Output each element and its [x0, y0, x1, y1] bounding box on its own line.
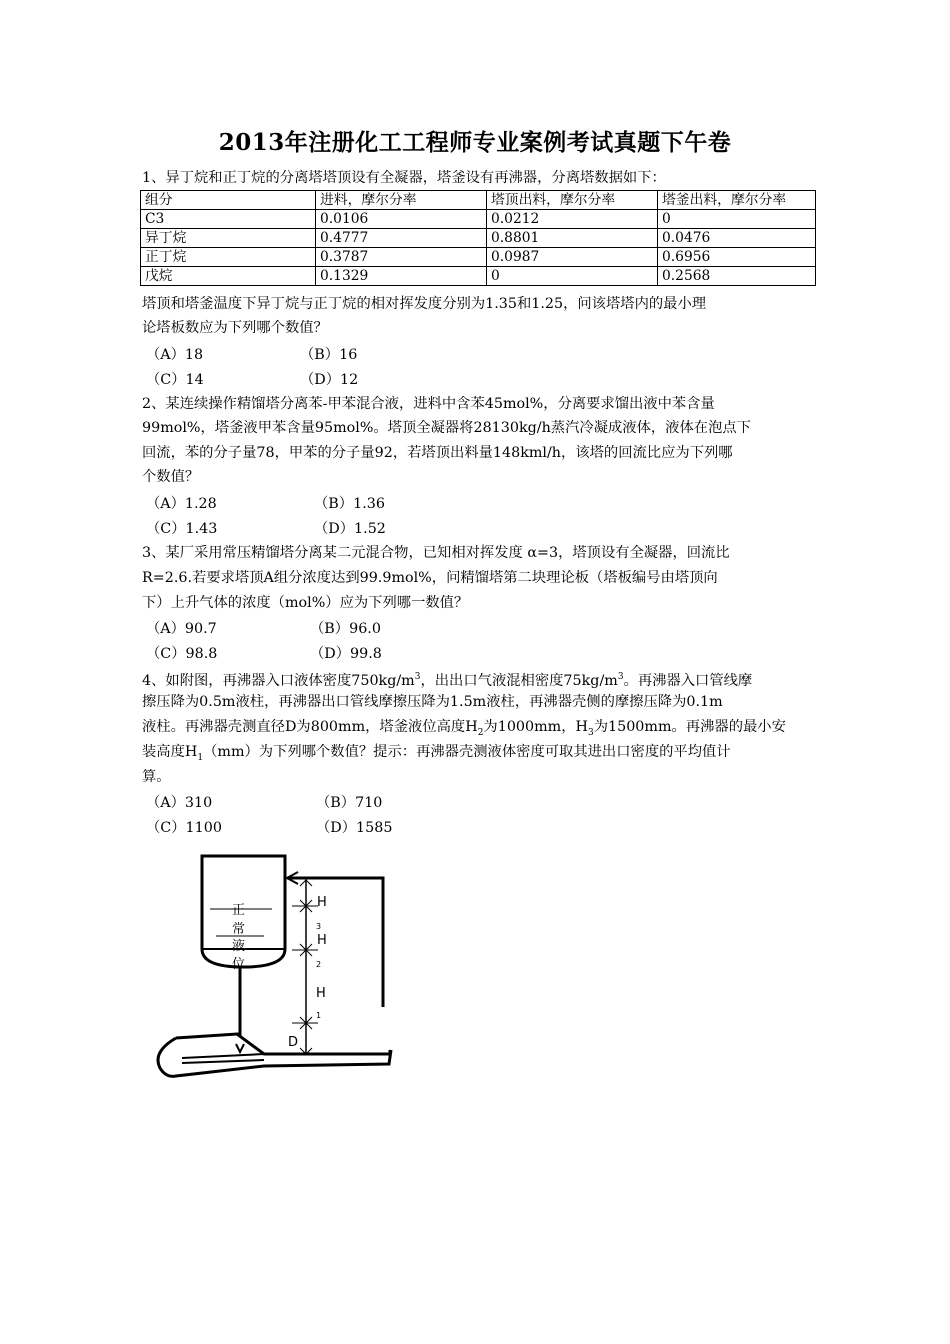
- q1-text-line-2: 论塔板数应为下列哪个数值？: [142, 320, 328, 336]
- label-h3: H: [317, 895, 327, 910]
- reboiler-inlet-line: [237, 967, 240, 1034]
- label-h2-subscript: 2: [316, 960, 322, 969]
- q4-option-c: （C）1100: [146, 820, 222, 836]
- reboiler-tube-line: [182, 1060, 264, 1063]
- q3-text-line-2: R=2.6.若要求塔顶A组分浓度达到99.9mol%，问精馏塔第二块理论板（塔板编号由塔顶向: [142, 570, 718, 586]
- q1-option-d: （D）12: [300, 372, 359, 388]
- reboiler-diagram: [150, 848, 410, 1088]
- table-row: [141, 267, 816, 286]
- table-row: [141, 248, 816, 267]
- table-row: [141, 210, 816, 229]
- q2-option-d: （D）1.52: [314, 521, 386, 537]
- label-h1: H: [316, 986, 326, 1001]
- label-h1-subscript: 1: [316, 1011, 322, 1020]
- q4-text-line-1: 4、如附图，再沸器入口液体密度$750kg/m^3$，出出口气液混相密度$75kg/m^3$。再沸器入口管线摩: [142, 672, 753, 689]
- q2-option-b: （B）1.36: [314, 496, 385, 512]
- q1-text-line-1: 塔顶和塔釜温度下异丁烷与正丁烷的相对挥发度分别为1.35和1.25，问该塔塔内的最小理: [142, 296, 707, 312]
- q3-text-line-1: 3、某厂采用常压精馏塔分离某二元混合物，已知相对挥发度 α=3，塔顶设有全凝器，回流比: [142, 545, 730, 561]
- table-row: [141, 229, 816, 248]
- q2-option-a: （A）1.28: [146, 496, 217, 512]
- table-cell: 0: [658, 210, 816, 229]
- liquid-level-char: 正: [232, 903, 246, 918]
- table-cell: 0.0476: [658, 229, 816, 248]
- q3-option-d: （D）99.8: [310, 646, 382, 662]
- q2-text-line-1: 2、某连续操作精馏塔分离苯-甲苯混合液，进料中含苯45mol%，分离要求馏出液中苯含量: [142, 396, 715, 412]
- q4-text-line-2: 擦压降为0.5m液柱，再沸器出口管线摩擦压降为1.5m液柱，再沸器壳侧的摩擦压降为0.1m: [142, 694, 723, 710]
- table-header-cell: 组分: [141, 191, 316, 210]
- q3-option-a: （A）90.7: [146, 621, 217, 637]
- q4-text-line-5: 算。: [142, 769, 171, 785]
- table-cell: 0: [487, 267, 658, 286]
- label-h2: H: [317, 933, 327, 948]
- q4-option-a: （A）310: [146, 795, 213, 811]
- page-title: 2013年注册化工工程师专业案例考试真题下午卷: [218, 129, 732, 156]
- table-cell: 0.0212: [487, 210, 658, 229]
- q4-text-line-3: 液柱。再沸器壳测直径D为800mm，塔釜液位高度$H_2$为1000mm，$H_3$为1500mm。再沸器的最小安: [142, 719, 786, 738]
- table-header-cell: 塔釜出料，摩尔分率: [658, 191, 816, 210]
- q2-text-line-2: 99mol%，塔釜液甲苯含量95mol%。塔顶全凝器将28130kg/h蒸汽冷凝成液体，液体在泡点下: [142, 420, 751, 436]
- table-cell: 戊烷: [141, 267, 316, 286]
- q3-option-b: （B）96.0: [310, 621, 381, 637]
- table-cell: 0.6956: [658, 248, 816, 267]
- inlet-arrow-icon: [236, 1044, 244, 1052]
- label-h3-subscript: 3: [316, 922, 322, 931]
- liquid-level-char: 液: [232, 939, 246, 954]
- table-cell: 0.1329: [316, 267, 487, 286]
- table-cell: C3: [141, 210, 316, 229]
- q2-text-line-3: 回流，苯的分子量78，甲苯的分子量92，若塔顶出料量148kml/h，该塔的回流比应为下列哪: [142, 445, 733, 461]
- table-header-cell: 进料，摩尔分率: [316, 191, 487, 210]
- q1-option-c: （C）14: [146, 372, 204, 388]
- table-cell: 0.3787: [316, 248, 487, 267]
- q3-option-c: （C）98.8: [146, 646, 218, 662]
- q4-option-d: （D）1585: [316, 820, 393, 836]
- table-cell: 0.8801: [487, 229, 658, 248]
- separation-data-table: [140, 190, 816, 286]
- q4-option-b: （B）710: [316, 795, 383, 811]
- table-header-row: [141, 191, 816, 210]
- table-cell: 0.2568: [658, 267, 816, 286]
- table-cell: 异丁烷: [141, 229, 316, 248]
- liquid-level-char: 位: [232, 957, 246, 972]
- reboiler-shell-top: [176, 1034, 390, 1054]
- q1-intro: 1、异丁烷和正丁烷的分离塔塔顶设有全凝器，塔釜设有再沸器，分离塔数据如下：: [142, 170, 666, 186]
- label-d: D: [288, 1035, 299, 1050]
- table-cell: 0.4777: [316, 229, 487, 248]
- q1-option-b: （B）16: [300, 347, 358, 363]
- liquid-level-char: 常: [232, 922, 246, 937]
- q2-option-c: （C）1.43: [146, 521, 218, 537]
- reboiler-return-line: [287, 878, 383, 1007]
- reboiler-tube-line: [182, 1054, 264, 1058]
- table-cell: 0.0106: [316, 210, 487, 229]
- table-header-cell: 塔顶出料，摩尔分率: [487, 191, 658, 210]
- q1-option-a: （A）18: [146, 347, 204, 363]
- table-cell: 正丁烷: [141, 248, 316, 267]
- q3-text-line-3: 下）上升气体的浓度（mol%）应为下列哪一数值？: [142, 595, 469, 611]
- q2-text-line-4: 个数值？: [142, 469, 200, 485]
- q4-text-line-4: 装高度$H_1(mm)$为下列哪个数值？提示：再沸器壳测液体密度可取其进出口密度的平均值计: [142, 744, 731, 763]
- table-cell: 0.0987: [487, 248, 658, 267]
